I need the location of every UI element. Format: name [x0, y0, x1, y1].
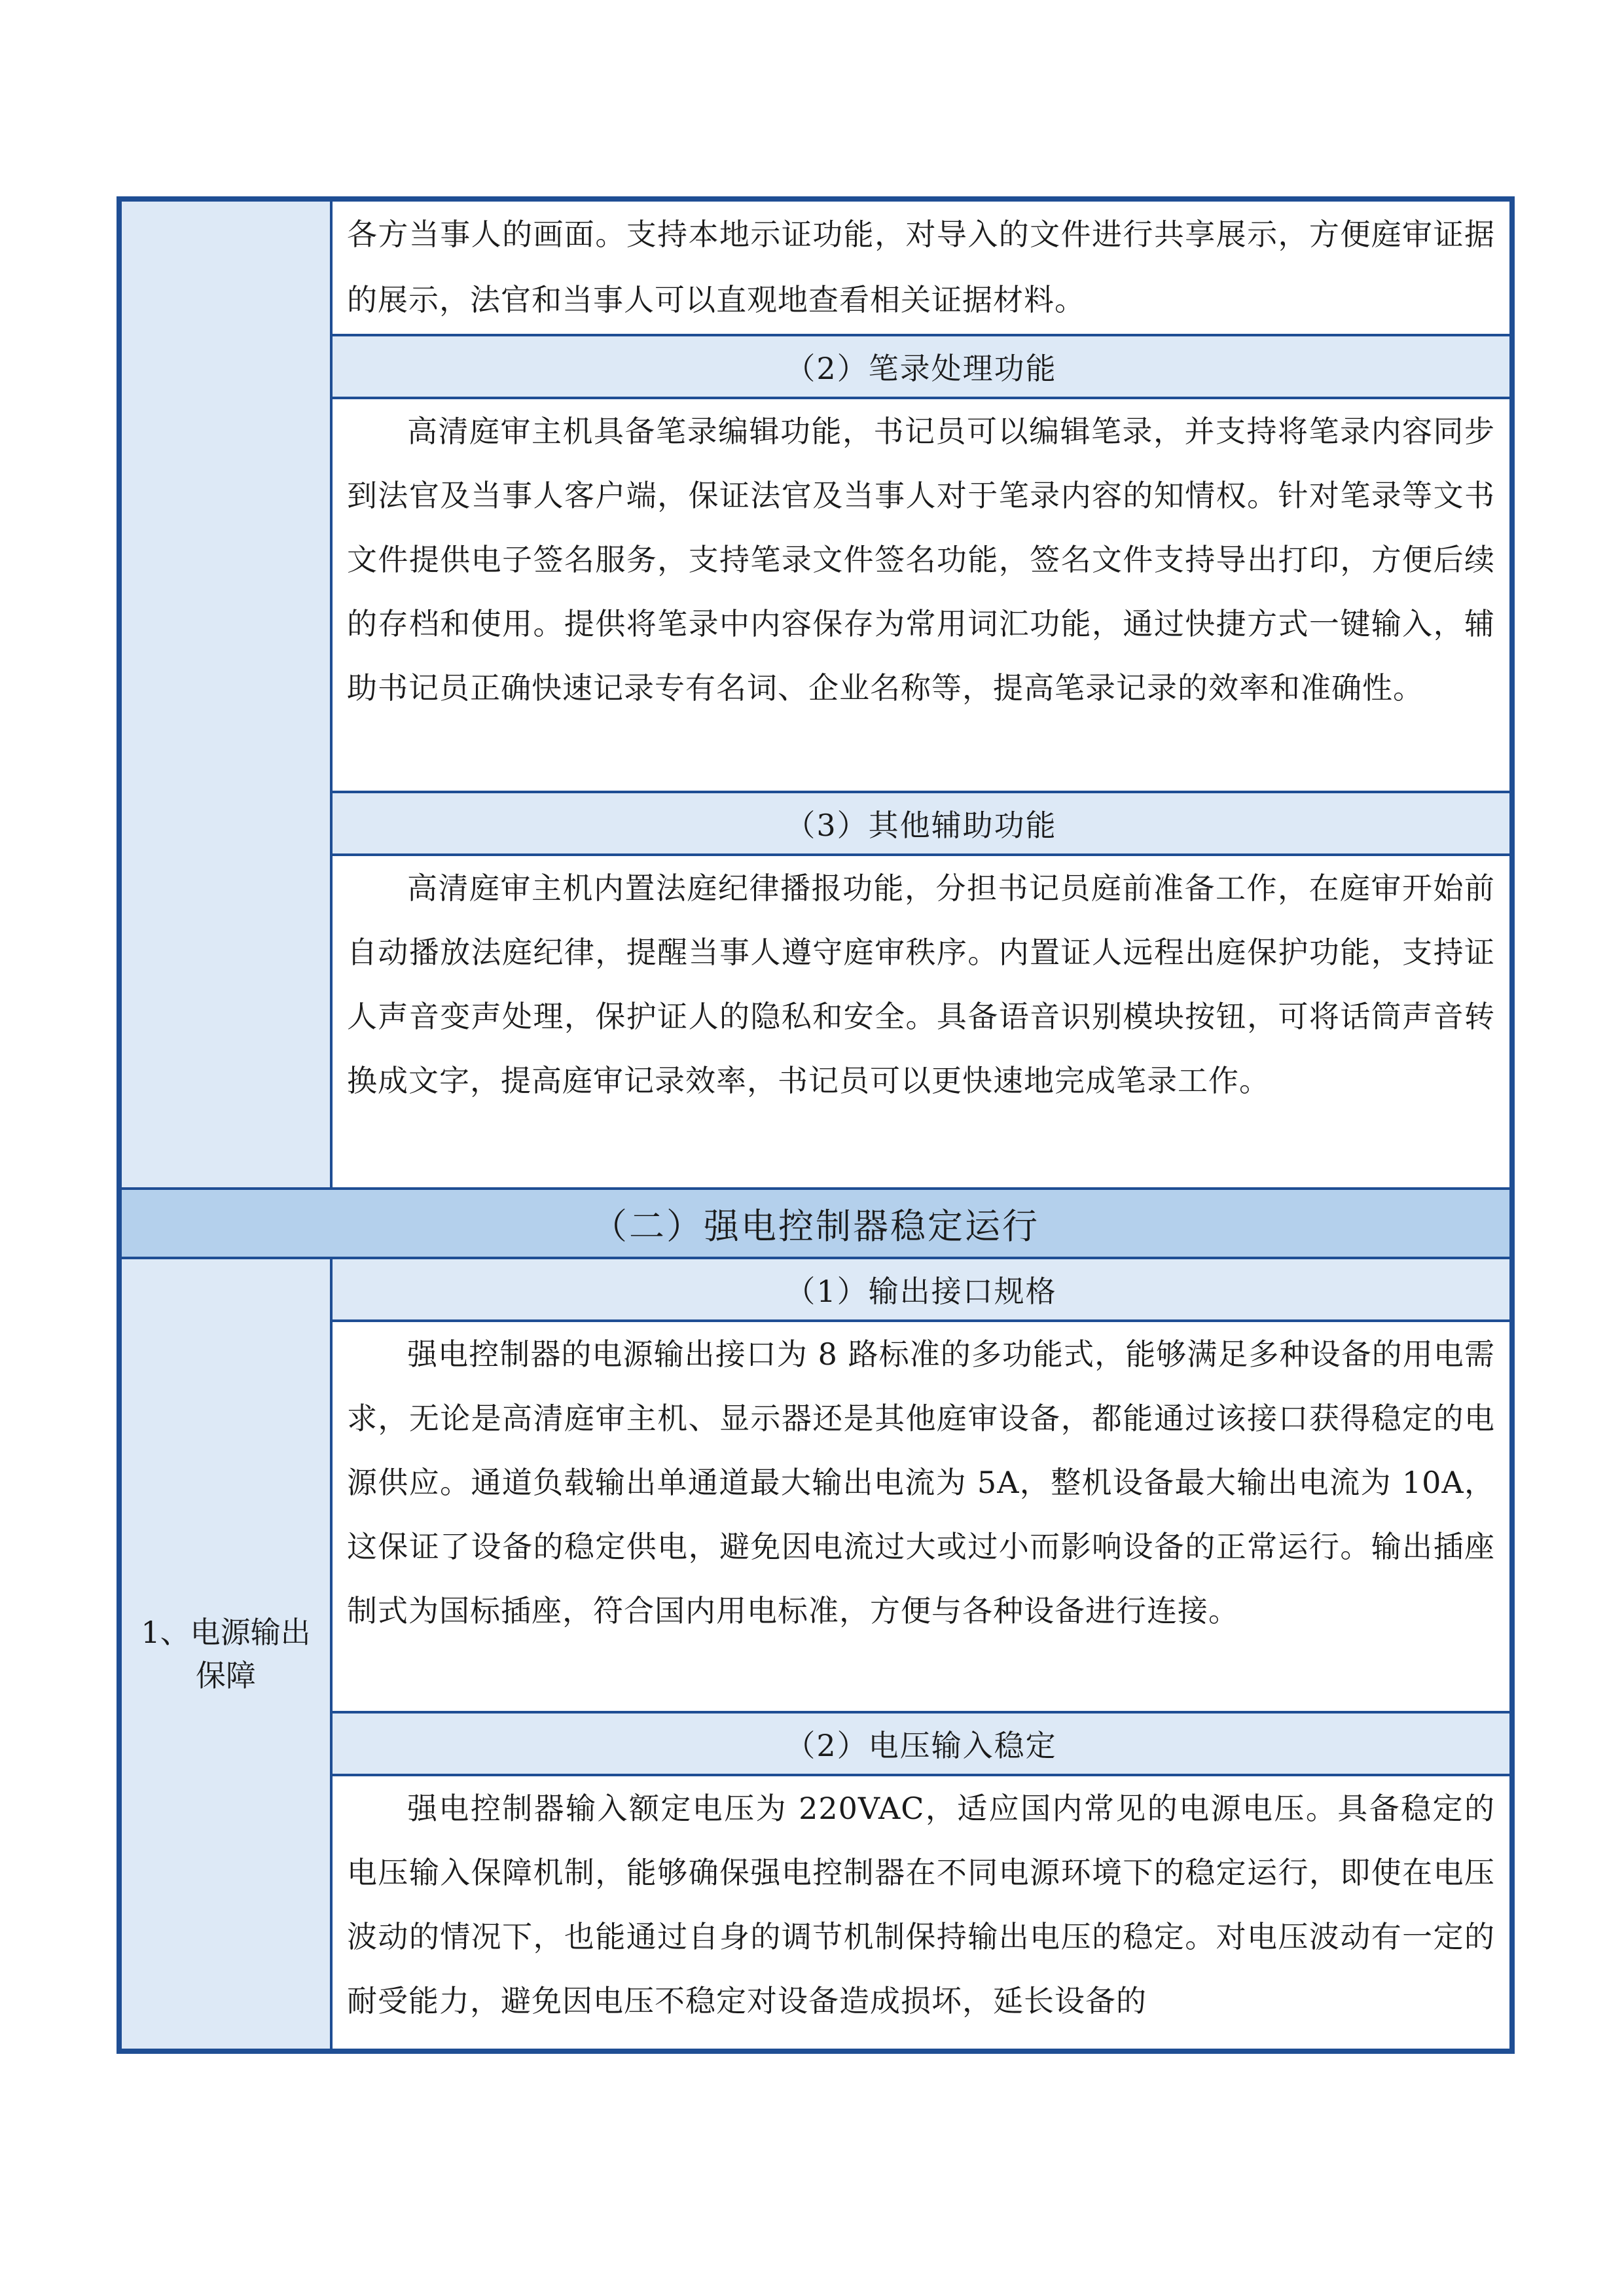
- block-header-record-processing: （2）笔录处理功能: [333, 336, 1509, 397]
- row-label-power-output: 1、电源输出保障: [122, 1259, 333, 2049]
- content-table: [117, 196, 1515, 2054]
- block-header-other-functions: （3）其他辅助功能: [333, 793, 1509, 853]
- block-paragraph-other-functions: 高清庭审主机内置法庭纪律播报功能，分担书记员庭前准备工作，在庭审开始前自动播放法庭纪律，提醒当事人遵守庭审秩序。内置证人远程出庭保护功能，支持证人声音变声处理，保护证人的隐私和安全。具备语音识别模块按钮，可将话筒声音转换成文字，提高庭审记录效率，书记员可以更快速地完成笔录工作。: [347, 870, 1495, 1098]
- block-header-voltage-input: （2）电压输入稳定: [333, 1713, 1509, 1774]
- block-paragraph-voltage-input: 强电控制器输入额定电压为 220VAC，适应国内常见的电源电压。具备稳定的电压输入保障机制，能够确保强电控制器在不同电源环境下的稳定运行，即使在电压波动的情况下，也能通过自身的调节机制保持输出电压的稳定。对电压波动有一定的耐受能力，避免因电压不稳定对设备造成损坏，延长设备的: [347, 1791, 1495, 2018]
- section-title: （二）强电控制器稳定运行: [122, 1190, 1509, 1257]
- block-paragraph-output-interface: 强电控制器的电源输出接口为 8 路标准的多功能式，能够满足多种设备的用电需求，无论是高清庭审主机、显示器还是其他庭审设备，都能通过该接口获得稳定的电源供应。通道负载输出单通道最大输出电流为 5A，整机设备最大输出电流为 10A，这保证了设备的稳定供电，避免因电流过大或过小而影响设备的正常运行。输出插座制式为国标插座，符合国内用电标准，方便与各种设备进行连接。: [347, 1336, 1495, 1628]
- left-column-cell-top: [122, 202, 333, 1190]
- continuation-paragraph: 各方当事人的画面。支持本地示证功能，对导入的文件进行共享展示，方便庭审证据的展示，法官和当事人可以直观地查看相关证据材料。: [347, 217, 1495, 317]
- block-header-output-interface: （1）输出接口规格: [333, 1259, 1509, 1319]
- block-paragraph-record-processing: 高清庭审主机具备笔录编辑功能，书记员可以编辑笔录，并支持将笔录内容同步到法官及当事人客户端，保证法官及当事人对于笔录内容的知情权。针对笔录等文书文件提供电子签名服务，支持笔录文件签名功能，签名文件支持导出打印，方便后续的存档和使用。提供将笔录中内容保存为常用词汇功能，通过快捷方式一键输入，辅助书记员正确快速记录专有名词、企业名称等，提高笔录记录的效率和准确性。: [347, 414, 1495, 706]
